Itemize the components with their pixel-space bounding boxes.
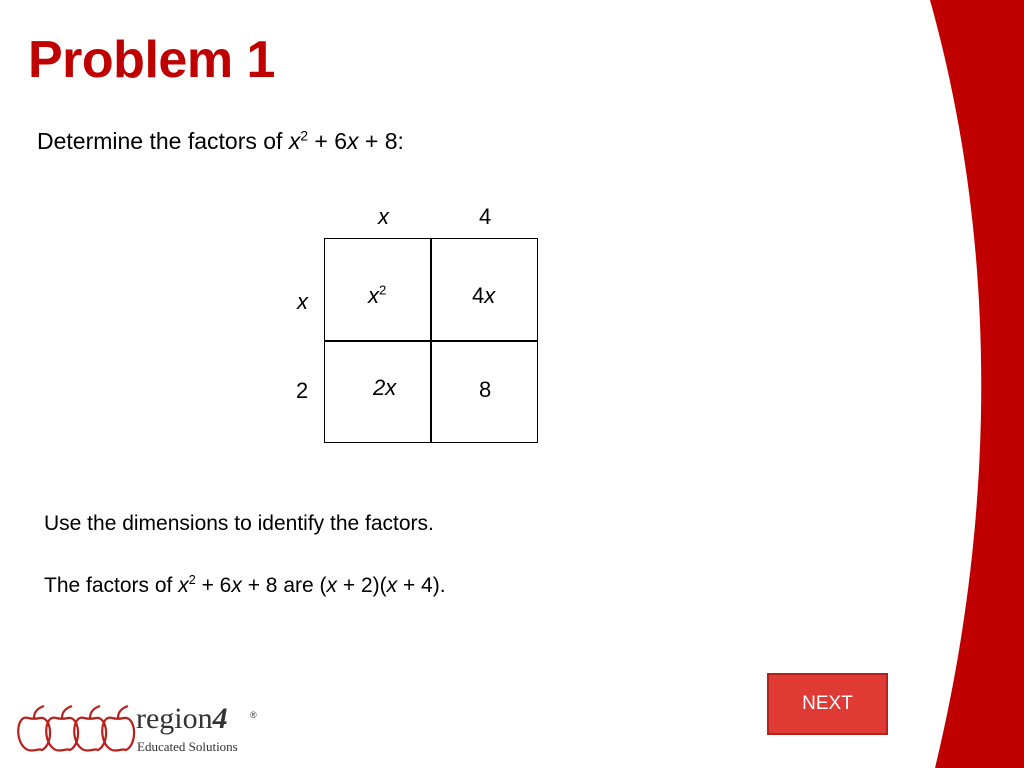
row-label-2: 2	[296, 378, 309, 403]
column-label-x: x	[378, 204, 389, 229]
cell-8: 8	[479, 377, 492, 402]
instruction-text: Use the dimensions to identify the factors.	[44, 512, 434, 535]
grid-divider-horizontal	[324, 340, 538, 342]
page-title: Problem 1	[28, 31, 275, 89]
answer-text: The factors of $x^2 + 6x + 8$ are (x + 2)(x + 4).	[44, 573, 446, 597]
column-label-4: 4	[479, 204, 492, 229]
next-button[interactable]: NEXT	[767, 673, 888, 735]
cell-2x: 2x	[373, 375, 397, 400]
registered-mark: ®	[250, 710, 257, 720]
cell-4x: 4x	[472, 283, 496, 308]
cell-x-squared: $x^2$	[368, 282, 387, 308]
problem-prompt: Determine the factors of $x^2 + 6x + 8$:	[37, 128, 404, 154]
region4-logo	[14, 704, 264, 758]
apples-logo-icon	[14, 704, 136, 758]
logo-tagline: Educated Solutions	[137, 739, 238, 754]
logo-wordmark: region4	[136, 702, 228, 735]
row-label-x: x	[297, 289, 308, 314]
